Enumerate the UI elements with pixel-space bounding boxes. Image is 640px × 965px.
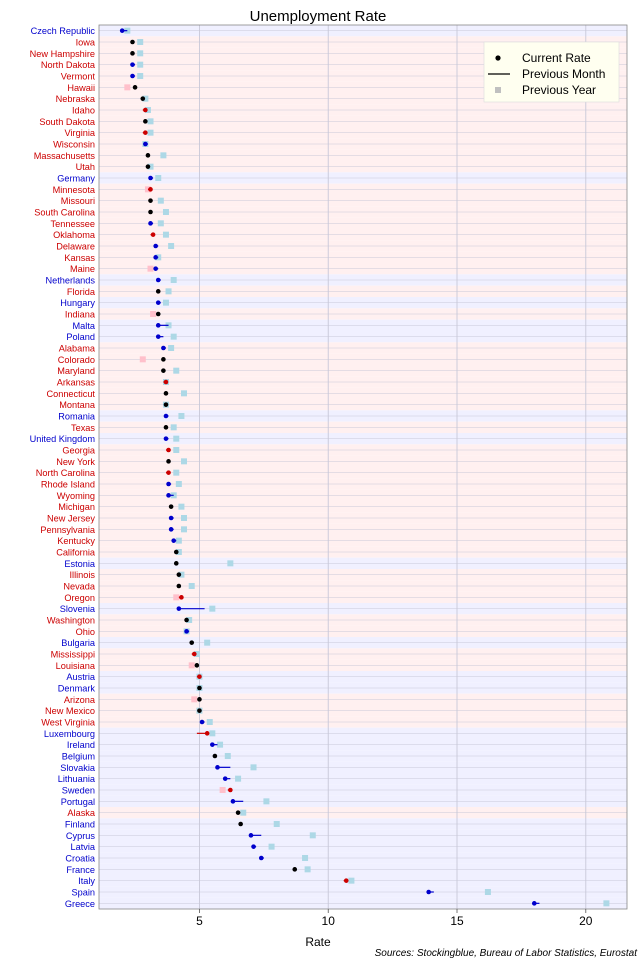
row-labels: [30, 26, 96, 909]
previous-year-marker: [173, 436, 179, 442]
previous-year-marker: [168, 345, 174, 351]
current-rate-marker: [200, 720, 205, 725]
current-rate-marker: [174, 550, 179, 555]
previous-year-marker: [178, 504, 184, 510]
previous-year-marker: [163, 232, 169, 238]
previous-year-marker: [217, 742, 223, 748]
row-label: Nevada: [63, 581, 95, 592]
previous-year-marker: [220, 787, 226, 793]
previous-year-marker: [155, 175, 161, 181]
previous-year-marker: [158, 198, 164, 204]
current-rate-marker: [223, 776, 228, 781]
chart-title: Unemployment Rate: [249, 8, 387, 25]
row-label: Czech Republic: [30, 26, 95, 37]
previous-year-marker: [137, 50, 143, 56]
current-rate-marker: [146, 164, 151, 169]
previous-year-marker: [137, 39, 143, 45]
row-label: West Virginia: [41, 717, 95, 728]
current-rate-marker: [153, 255, 158, 260]
current-rate-marker: [249, 833, 254, 838]
current-rate-marker: [189, 640, 194, 645]
row-label: South Dakota: [39, 116, 95, 127]
row-label: Iowa: [75, 37, 95, 48]
row-label: Hungary: [60, 298, 95, 309]
row-label: France: [66, 864, 95, 875]
row-label: Illinois: [69, 570, 95, 581]
current-rate-marker: [174, 561, 179, 566]
row-label: Arizona: [63, 694, 95, 705]
current-rate-marker: [130, 51, 135, 56]
previous-year-marker: [148, 130, 154, 136]
previous-year-marker: [181, 526, 187, 532]
current-rate-marker: [205, 731, 210, 736]
previous-year-marker: [124, 84, 130, 90]
previous-year-marker: [150, 311, 156, 317]
current-rate-marker: [166, 448, 171, 453]
current-rate-marker: [236, 810, 241, 815]
previous-year-marker: [158, 220, 164, 226]
current-rate-marker: [251, 844, 256, 849]
current-rate-marker: [164, 425, 169, 430]
current-rate-marker: [161, 357, 166, 362]
row-label: Romania: [58, 411, 95, 422]
previous-year-marker: [181, 515, 187, 521]
previous-year-marker: [168, 243, 174, 249]
current-rate-marker: [164, 391, 169, 396]
previous-year-marker: [189, 662, 195, 668]
x-tick-label: 15: [450, 914, 464, 928]
previous-year-marker: [148, 118, 154, 124]
row-label: Slovakia: [60, 762, 95, 773]
row-label: New Mexico: [44, 706, 95, 717]
row-label: Belgium: [61, 751, 95, 762]
previous-year-marker: [274, 821, 280, 827]
row-label: Montana: [59, 400, 95, 411]
current-rate-marker: [148, 210, 153, 215]
current-rate-marker: [156, 334, 161, 339]
row-label: Vermont: [60, 71, 95, 82]
current-rate-marker: [143, 119, 148, 124]
legend-current-rate-label: Current Rate: [522, 51, 591, 65]
previous-year-marker: [171, 277, 177, 283]
current-rate-marker: [166, 482, 171, 487]
row-label: Rhode Island: [40, 479, 95, 490]
current-rate-marker: [130, 62, 135, 67]
previous-year-marker: [204, 640, 210, 646]
row-label: Wisconsin: [53, 139, 95, 150]
row-label: Kentucky: [57, 536, 95, 547]
current-rate-marker: [197, 697, 202, 702]
row-label: Nebraska: [55, 94, 95, 105]
current-rate-marker: [153, 244, 158, 249]
previous-year-marker: [235, 776, 241, 782]
current-rate-marker: [197, 674, 202, 679]
row-label: Poland: [66, 332, 95, 343]
current-rate-marker: [169, 504, 174, 509]
current-rate-marker: [156, 323, 161, 328]
row-label: Bulgaria: [61, 638, 95, 649]
x-axis-ticks: [196, 909, 593, 928]
legend-previous-month-label: Previous Month: [522, 67, 606, 81]
row-label: Hawaii: [67, 82, 95, 93]
current-rate-marker: [148, 176, 153, 181]
current-rate-marker: [166, 459, 171, 464]
current-rate-marker: [169, 516, 174, 521]
row-label: Italy: [78, 876, 95, 887]
current-rate-marker: [156, 289, 161, 294]
current-rate-marker: [197, 686, 202, 691]
current-rate-marker: [164, 436, 169, 441]
previous-year-marker: [227, 560, 233, 566]
row-label: Ireland: [66, 740, 95, 751]
current-rate-marker: [292, 867, 297, 872]
row-label: Michigan: [58, 502, 95, 513]
current-rate-marker: [156, 312, 161, 317]
previous-year-marker: [302, 855, 308, 861]
current-rate-marker: [164, 380, 169, 385]
previous-year-marker: [305, 866, 311, 872]
current-rate-marker: [177, 584, 182, 589]
previous-year-marker: [163, 209, 169, 215]
current-rate-marker: [120, 28, 125, 33]
row-label: Maryland: [57, 366, 95, 377]
current-rate-marker: [130, 74, 135, 79]
current-rate-marker: [197, 708, 202, 713]
row-label: New Hampshire: [29, 48, 95, 59]
row-label: Ohio: [75, 626, 95, 637]
current-rate-marker: [161, 346, 166, 351]
row-label: Croatia: [65, 853, 95, 864]
row-label: Delaware: [56, 241, 95, 252]
previous-year-marker: [148, 266, 154, 272]
current-rate-marker: [426, 890, 431, 895]
row-label: New York: [56, 456, 95, 467]
current-rate-marker: [231, 799, 236, 804]
current-rate-marker: [213, 754, 218, 759]
current-rate-marker: [156, 300, 161, 305]
x-tick-label: 20: [579, 914, 593, 928]
current-rate-marker: [130, 40, 135, 45]
x-axis-label: Rate: [305, 935, 331, 949]
legend-current-rate-marker: [495, 55, 500, 60]
row-label: New Jersey: [47, 513, 95, 524]
row-bands: [99, 25, 627, 909]
current-rate-marker: [140, 96, 145, 101]
row-label: Oregon: [64, 592, 95, 603]
row-label: Slovenia: [59, 604, 95, 615]
row-label: Cyprus: [65, 830, 95, 841]
current-rate-marker: [164, 402, 169, 407]
previous-year-marker: [176, 481, 182, 487]
current-rate-marker: [169, 527, 174, 532]
previous-year-marker: [209, 730, 215, 736]
previous-year-marker: [137, 62, 143, 68]
current-rate-marker: [133, 85, 138, 90]
x-tick-label: 10: [321, 914, 335, 928]
current-rate-marker: [210, 742, 215, 747]
row-label: Sweden: [61, 785, 95, 796]
current-rate-marker: [177, 606, 182, 611]
row-label: United Kingdom: [29, 434, 95, 445]
previous-year-marker: [240, 810, 246, 816]
current-rate-marker: [177, 572, 182, 577]
previous-year-marker: [209, 606, 215, 612]
row-label: Kansas: [64, 252, 95, 263]
previous-year-marker: [173, 368, 179, 374]
previous-year-marker: [173, 470, 179, 476]
row-label: Louisiana: [55, 660, 95, 671]
row-label: Maine: [69, 264, 95, 275]
row-label: Missouri: [60, 196, 95, 207]
row-label: Texas: [71, 422, 95, 433]
previous-year-marker: [178, 413, 184, 419]
row-label: Alaska: [67, 808, 95, 819]
source-note: Sources: Stockingblue, Bureau of Labor Statistics, Eurostat: [374, 948, 637, 959]
current-rate-marker: [215, 765, 220, 770]
previous-year-marker: [485, 889, 491, 895]
row-label: Utah: [75, 162, 95, 173]
previous-year-marker: [140, 356, 146, 362]
row-label: Florida: [66, 286, 95, 297]
row-label: Arkansas: [56, 377, 95, 388]
previous-year-marker: [263, 798, 269, 804]
row-label: Portugal: [60, 796, 95, 807]
current-rate-marker: [161, 368, 166, 373]
current-rate-marker: [164, 414, 169, 419]
previous-year-marker: [603, 900, 609, 906]
legend-previous-year-marker: [495, 87, 501, 93]
previous-year-marker: [181, 390, 187, 396]
previous-year-marker: [348, 878, 354, 884]
previous-year-marker: [173, 594, 179, 600]
row-label: Austria: [66, 672, 95, 683]
row-label: Pennsylvania: [40, 524, 95, 535]
row-label: Indiana: [64, 309, 95, 320]
current-rate-marker: [148, 221, 153, 226]
current-rate-marker: [148, 198, 153, 203]
previous-year-marker: [310, 832, 316, 838]
current-rate-marker: [153, 266, 158, 271]
previous-year-marker: [207, 719, 213, 725]
previous-year-marker: [163, 300, 169, 306]
previous-year-marker: [181, 458, 187, 464]
row-label: Alabama: [58, 343, 95, 354]
row-label: Colorado: [57, 354, 95, 365]
row-label: Massachusetts: [33, 150, 95, 161]
row-label: Virginia: [64, 128, 95, 139]
row-label: Oklahoma: [53, 230, 95, 241]
current-rate-marker: [532, 901, 537, 906]
row-label: Netherlands: [45, 275, 95, 286]
previous-year-marker: [166, 288, 172, 294]
row-label: Finland: [64, 819, 95, 830]
row-label: Greece: [64, 898, 95, 909]
current-rate-marker: [166, 493, 171, 498]
current-rate-marker: [143, 142, 148, 147]
current-rate-marker: [228, 788, 233, 793]
row-label: Luxembourg: [43, 728, 95, 739]
previous-year-marker: [171, 424, 177, 430]
previous-year-marker: [160, 152, 166, 158]
current-rate-marker: [195, 663, 200, 668]
current-rate-marker: [344, 878, 349, 883]
current-rate-marker: [156, 278, 161, 283]
previous-year-marker: [171, 334, 177, 340]
row-label: Malta: [72, 320, 95, 331]
previous-year-marker: [137, 73, 143, 79]
row-label: Germany: [57, 173, 95, 184]
previous-year-marker: [225, 753, 231, 759]
row-label: Lithuania: [57, 774, 95, 785]
current-rate-marker: [171, 538, 176, 543]
row-label: North Dakota: [40, 60, 95, 71]
current-rate-marker: [184, 629, 189, 634]
row-label: Tennessee: [50, 218, 95, 229]
previous-year-marker: [176, 538, 182, 544]
row-label: Minnesota: [52, 184, 95, 195]
legend: [484, 42, 619, 102]
row-label: Latvia: [70, 842, 95, 853]
row-label: Washington: [46, 615, 95, 626]
row-label: South Carolina: [34, 207, 95, 218]
current-rate-marker: [184, 618, 189, 623]
current-rate-marker: [259, 856, 264, 861]
row-label: Denmark: [57, 683, 95, 694]
previous-year-marker: [189, 583, 195, 589]
current-rate-marker: [146, 153, 151, 158]
row-label: Estonia: [64, 558, 95, 569]
x-tick-label: 5: [196, 914, 203, 928]
legend-previous-year-label: Previous Year: [522, 83, 597, 97]
current-rate-marker: [238, 822, 243, 827]
row-label: Wyoming: [56, 490, 95, 501]
row-label: Idaho: [72, 105, 95, 116]
current-rate-marker: [148, 187, 153, 192]
row-label: Spain: [71, 887, 95, 898]
row-label: Mississippi: [50, 649, 95, 660]
previous-year-marker: [269, 844, 275, 850]
current-rate-marker: [192, 652, 197, 657]
current-rate-marker: [179, 595, 184, 600]
row-label: North Carolina: [35, 468, 95, 479]
previous-year-marker: [251, 764, 257, 770]
current-rate-marker: [151, 232, 156, 237]
current-rate-marker: [166, 470, 171, 475]
row-label: Georgia: [62, 445, 95, 456]
previous-year-marker: [173, 447, 179, 453]
row-label: Connecticut: [46, 388, 95, 399]
current-rate-marker: [143, 130, 148, 135]
current-rate-marker: [143, 108, 148, 113]
row-label: California: [56, 547, 95, 558]
previous-year-marker: [191, 696, 197, 702]
